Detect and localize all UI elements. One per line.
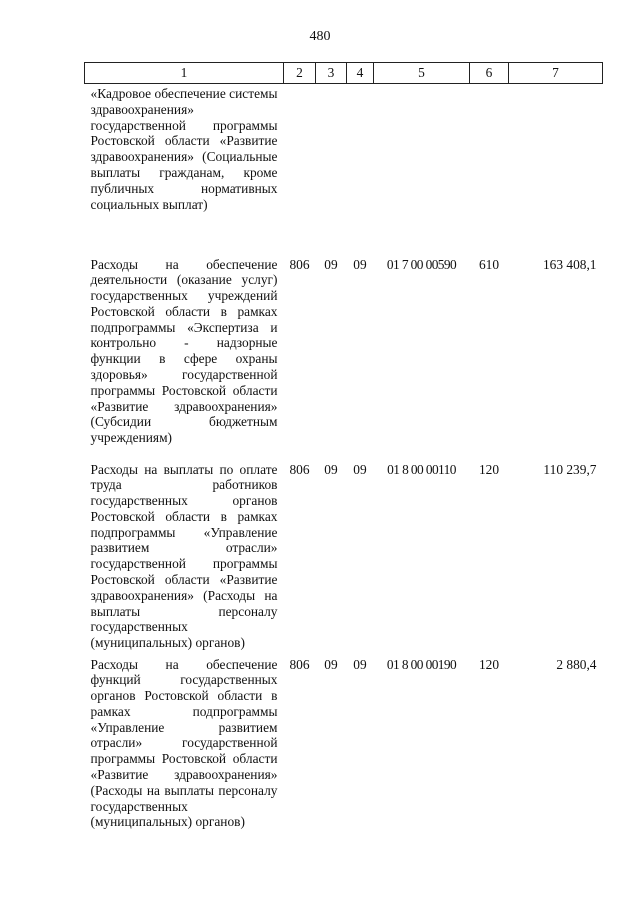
- subsection-code: 09: [353, 461, 367, 477]
- target-article-code: 01 7 00 00590: [386, 256, 457, 272]
- expense-type-code: 610: [478, 256, 500, 272]
- column-header: 4: [347, 63, 374, 84]
- column-header: 6: [470, 63, 509, 84]
- page-number: 480: [309, 29, 331, 44]
- subsection-code: 09: [353, 656, 367, 672]
- expense-description: Расходы на выплаты по оплате труда работников государственных органов Ростовской области в рамках подпрограммы «Управление развитием отрасли» государственной программы Ростовской области «Развитие здравоохранения» (Расходы на выплаты персоналу государственных (муниципальных) органов): [90, 461, 278, 651]
- amount: [509, 84, 603, 255]
- section-code: 09: [324, 461, 338, 477]
- subsection-code: 09: [353, 256, 367, 272]
- subsection-code: [347, 84, 374, 255]
- target-article-code: 01 8 00 00190: [386, 656, 457, 672]
- section-code: 09: [324, 256, 338, 272]
- target-article-code: [374, 84, 470, 255]
- table-header-row: [85, 63, 603, 84]
- column-header: 1: [85, 63, 284, 84]
- expense-description: Расходы на обеспечение функций государственных органов Ростовской области в рамках подпрограммы «Управление развитием отрасли» государственной программы Ростовской области «Развитие здравоохранения» (Расходы на выплаты персоналу государственных (муниципальных) органов): [90, 656, 278, 830]
- ministry-code: 806: [289, 461, 310, 477]
- budget-table: [84, 62, 603, 830]
- table-row: [85, 460, 603, 655]
- expense-type-code: 120: [478, 461, 500, 477]
- table-row: [85, 255, 603, 460]
- ministry-code: [284, 84, 316, 255]
- column-header: 3: [316, 63, 347, 84]
- amount: 163 408,1: [542, 256, 597, 272]
- table-row: [85, 84, 603, 255]
- expense-type-code: 120: [478, 656, 500, 672]
- ministry-code: 806: [289, 656, 310, 672]
- section-code: 09: [324, 656, 338, 672]
- expense-type-code: [470, 84, 509, 255]
- column-header: 7: [509, 63, 603, 84]
- table-row: [85, 655, 603, 831]
- amount: 2 880,4: [556, 656, 597, 672]
- expense-description: «Кадровое обеспечение системы здравоохранения» государственной программы Ростовской области «Развитие здравоохранения» (Социальные выплаты гражданам, кроме публичных нормативных социальных выплат): [90, 86, 278, 212]
- target-article-code: 01 8 00 00110: [387, 461, 456, 477]
- ministry-code: 806: [289, 256, 310, 272]
- section-code: [316, 84, 347, 255]
- expense-description: Расходы на обеспечение деятельности (оказание услуг) государственных учреждений Ростовской области в рамках подпрограммы «Экспертиза и контрольно - надзорные функции в сфере охраны здоровья» государственной программы Ростовской области «Развитие здравоохранения» (Субсидии бюджетным учреждениям): [90, 256, 278, 446]
- amount: 110 239,7: [543, 461, 597, 477]
- column-header: 2: [284, 63, 316, 84]
- column-header: 5: [374, 63, 470, 84]
